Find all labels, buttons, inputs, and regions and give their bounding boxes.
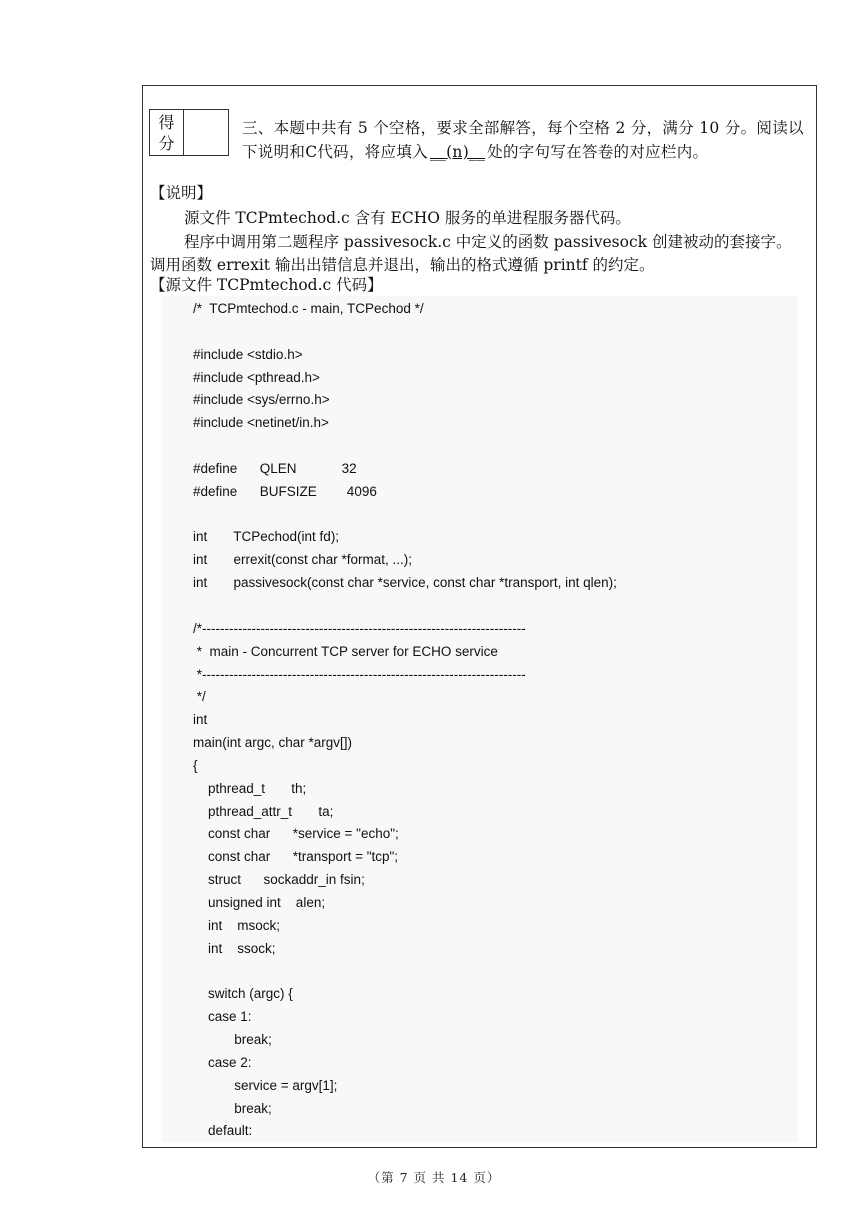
question-text — [242, 116, 812, 164]
question-blank-marker: __(n)__ — [429, 143, 486, 161]
description-para1: 源文件 TCPmtechod.c 含有 ECHO 服务的单进程服务器代码。 — [184, 209, 631, 227]
code-line: #define BUFSIZE 4096 — [193, 483, 377, 499]
description-para2-line1: 程序中调用第二题程序 passivesock.c 中定义的函数 passivesock 创建被动的套接字。 — [184, 233, 792, 251]
description-heading: 【说明】 — [150, 184, 213, 202]
code-heading: 【源文件 TCPmtechod.c 代码】 — [150, 276, 383, 294]
code-line: int ssock; — [193, 940, 276, 956]
score-blank-cell — [184, 110, 228, 155]
code-line: const char *transport = "tcp"; — [193, 849, 399, 865]
score-box — [149, 109, 229, 156]
code-line: *------------------------------------------------------------------------ — [193, 666, 526, 682]
code-line — [193, 435, 793, 458]
code-line: struct sockaddr_in fsin; — [193, 872, 365, 888]
code-line: service = argv[1]; — [193, 1077, 338, 1093]
code-line: int errexit(const char *format, ...); — [193, 552, 413, 568]
code-line: */ — [193, 689, 206, 705]
code-line: unsigned int alen; — [193, 894, 326, 910]
question-text-before: 三、本题中共有 5 个空格，要求全部解答，每个空格 2 分，满分 10 分。阅读以下说明和C代码，将应填入 — [242, 119, 804, 161]
code-line: /*------------------------------------------------------------------------ — [193, 620, 526, 636]
code-line: case 1: — [193, 1009, 252, 1025]
code-line — [193, 960, 793, 983]
code-line — [193, 504, 793, 527]
code-line — [193, 321, 793, 344]
code-line: int TCPechod(int fd); — [193, 529, 340, 545]
score-label — [150, 110, 184, 155]
question-text-after: 处的字句写在答卷的对应栏内。 — [487, 143, 709, 161]
code-line: #include <netinet/in.h> — [193, 415, 329, 431]
code-line: /* TCPmtechod.c - main, TCPechod */ — [193, 301, 424, 316]
code-line: default: — [193, 1123, 253, 1139]
code-line: { — [193, 757, 198, 773]
code-line: int passivesock(const char *service, const char *transport, int qlen); — [193, 575, 617, 591]
code-line: int msock; — [193, 917, 281, 933]
code-line: break; — [193, 1032, 272, 1047]
code-line — [193, 595, 793, 618]
code-line: const char *service = "echo"; — [193, 826, 399, 842]
code-line: #include <pthread.h> — [193, 369, 320, 385]
code-line: #include <stdio.h> — [193, 346, 303, 362]
code-line: #define QLEN 32 — [193, 460, 357, 476]
code-line: pthread_t th; — [193, 780, 307, 796]
score-label-top: 得 — [158, 112, 175, 132]
code-block — [193, 298, 793, 1143]
code-line: * main - Concurrent TCP server for ECHO service — [193, 643, 498, 659]
code-line: int — [193, 712, 208, 728]
code-line: main(int argc, char *argv[]) — [193, 735, 353, 751]
code-line: case 2: — [193, 1054, 252, 1070]
description-para2-line2: 调用函数 errexit 输出出错信息并退出，输出的格式遵循 printf 的约定。 — [150, 256, 655, 274]
code-line: switch (argc) { — [193, 986, 293, 1002]
page-footer: （第 7 页 共 14 页） — [367, 1170, 501, 1185]
code-line: pthread_attr_t ta; — [193, 803, 334, 819]
code-line: #include <sys/errno.h> — [193, 392, 330, 408]
score-label-bottom: 分 — [158, 133, 175, 153]
code-line: break; — [193, 1100, 272, 1116]
